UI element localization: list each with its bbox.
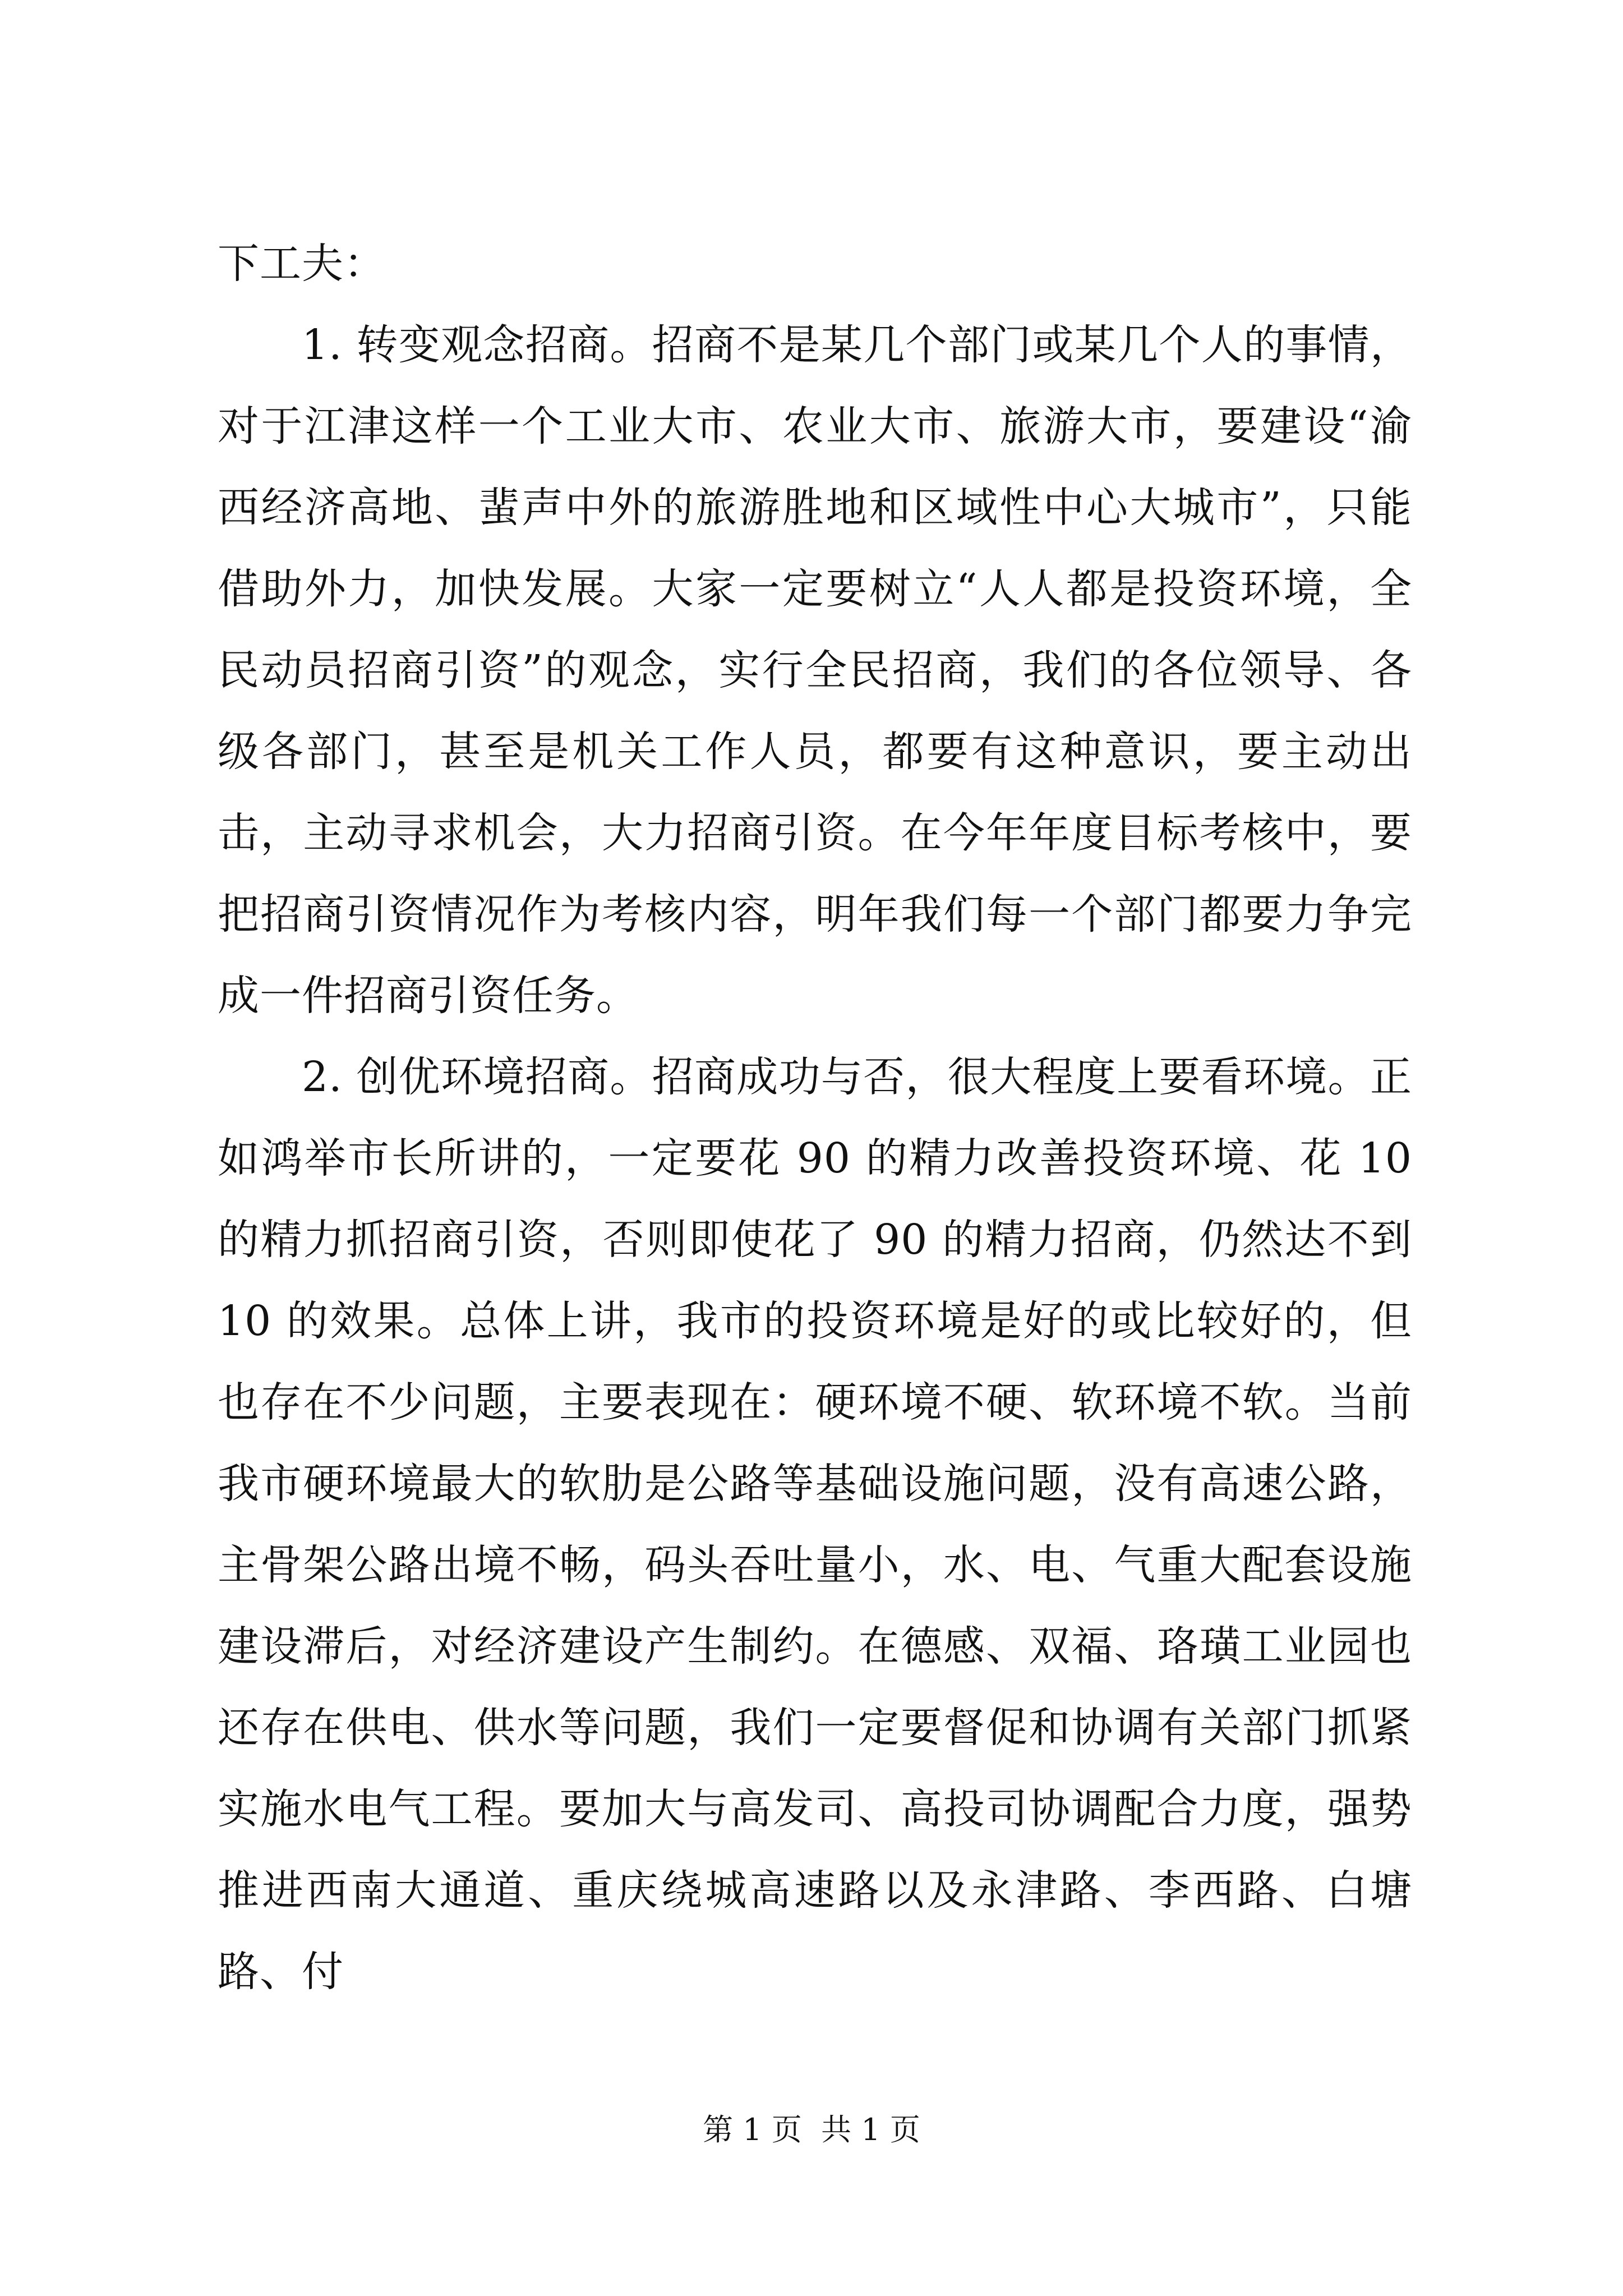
paragraph-intro: 下工夫：	[218, 240, 386, 288]
page-number-label: 第 1 页 共 1 页	[703, 2112, 920, 2147]
document-body	[218, 223, 1412, 2013]
paragraph-item-1: 1. 转变观念招商。招商不是某几个部门或某几个人的事情，对于江津这样一个工业大市、农业大市、旅游大市，要建设“渝西经济高地、蜚声中外的旅游胜地和区域性中心大城市”，只能借助外力，加快发展。大家一定要树立“人人都是投资环境，全民动员招商引资”的观念，实行全民招商，我们的各位领导、各级各部门，甚至是机关工作人员，都要有这种意识，要主动出击，主动寻求机会，大力招商引资。在今年年度目标考核中，要把招商引资情况作为考核内容，明年我们每一个部门都要力争完成一件招商引资任务。	[218, 321, 1412, 1020]
page-footer	[0, 2110, 1623, 2150]
paragraph-item-2: 2. 创优环境招商。招商成功与否，很大程度上要看环境。正如鸿举市长所讲的，一定要花 90 的精力改善投资环境、花 10 的精力抓招商引资，否则即使花了 90 的精力招商，仍然达不到 10 的效果。总体上讲，我市的投资环境是好的或比较好的，但也存在不少问题，主要表现在：硬环境不硬、软环境不软。当前我市硬环境最大的软肋是公路等基础设施问题，没有高速公路，主骨架公路出境不畅，码头吞吐量小，水、电、气重大配套设施建设滞后，对经济建设产生制约。在德感、双福、珞璜工业园也还存在供电、供水等问题，我们一定要督促和协调有关部门抓紧实施水电气工程。要加大与高发司、高投司协调配合力度，强势推进西南大通道、重庆绕城高速路以及永津路、李西路、白塘路、付	[218, 1053, 1412, 1996]
